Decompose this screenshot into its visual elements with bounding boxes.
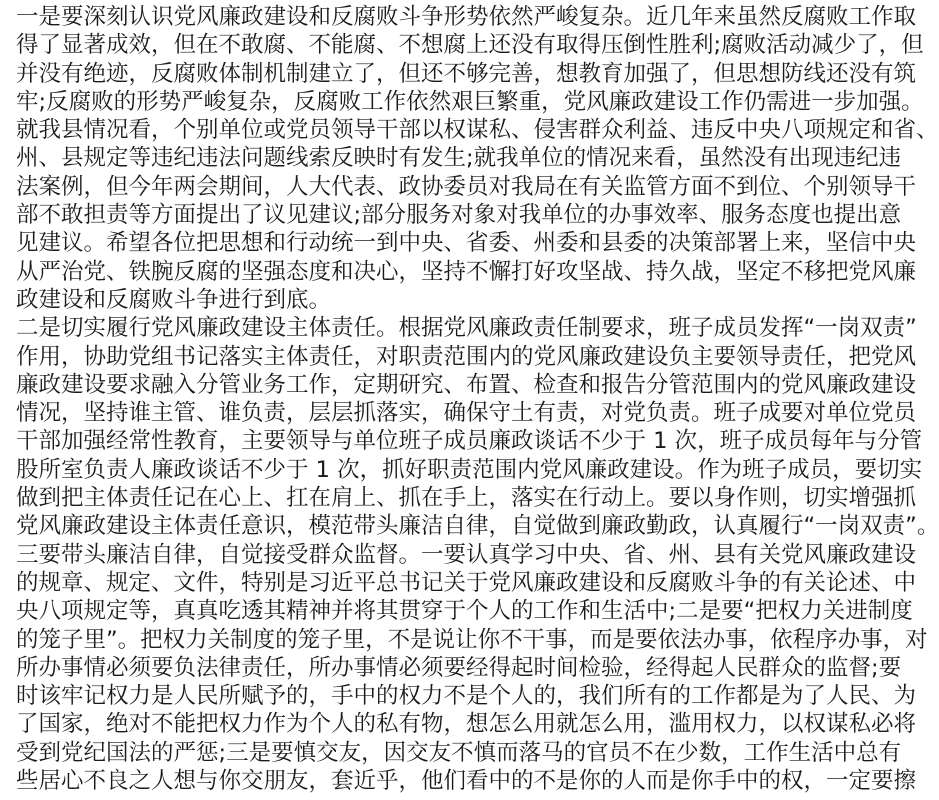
text-line: 干部加强经常性教育，主要领导与单位班子成员廉政谈话不少于 1 次，班子成员每年与分管 [16,428,923,455]
text-line: 廉政建设要求融入分管业务工作，定期研究、布置、检查和报告分管范围内的党风廉政建设 [16,371,917,398]
text-line: 从严治党、铁腕反腐的坚强态度和决心，坚持不懈打好攻坚战、持久战，坚定不移把党风廉 [16,258,917,285]
text-line: 股所室负责人廉政谈话不少于 1 次，抓好职责范围内党风廉政建设。作为班子成员，要切实 [16,456,923,483]
text-line: 受到党纪国法的严惩;三是要慎交友，因交友不慎而落马的官员不在少数，工作生活中总有 [16,739,902,766]
text-line: 州、县规定等违纪违法问题线索反映时有发生;就我单位的情况来看，虽然没有出现违纪违 [16,145,902,172]
text-line: 些居心不良之人想与你交朋友，套近乎，他们看中的不是你的人而是你手中的权，一定要擦 [16,768,917,795]
text-line: 所办事情必须要负法律责任，所办事情必须要经得起时间检验，经得起人民群众的监督;要 [16,654,902,681]
text-line: 三要带头廉洁自律，自觉接受群众监督。一要认真学习中央、省、州、县有关党风廉政建设 [16,541,917,568]
text-line: 做到把主体责任记在心上、扛在肩上、抓在手上，落实在行动上。要以身作则，切实增强抓 [16,485,917,512]
text-line: 的规章、规定、文件，特别是习近平总书记关于党风廉政建设和反腐败斗争的有关论述、中 [16,569,917,596]
text-line: 就我县情况看，个别单位或党员领导干部以权谋私、侵害群众利益、违反中央八项规定和省、 [16,117,939,144]
text-line: 一是要深刻认识党风廉政建设和反腐败斗争形势依然严峻复杂。近几年来虽然反腐败工作取 [16,4,917,30]
text-line: 政建设和反腐败斗争进行到底。 [16,286,332,313]
text-line: 作用，协助党组书记落实主体责任，对职责范围内的党风廉政建设负主要领导责任，把党风 [16,343,917,370]
text-line: 央八项规定等，真真吃透其精神并将其贯穿于个人的工作和生活中;二是要“把权力关进制度 [16,598,913,625]
text-line: 并没有绝迹，反腐败体制机制建立了，但还不够完善，想教育加强了，但思想防线还没有筑 [16,60,917,87]
text-line: 党风廉政建设主体责任意识，模范带头廉洁自律，自觉做到廉政勤政，认真履行“一岗双责”。 [16,513,939,540]
text-line: 的笼子里”。把权力关制度的笼子里，不是说让你不干事，而是要依法办事，依程序办事，对 [16,626,928,653]
text-line: 部不敢担责等方面提出了议见建议;部分服务对象对我单位的办事效率、服务态度也提出意 [16,202,902,229]
text-line: 二是切实履行党风廉政建设主体责任。根据党风廉政责任制要求，班子成员发挥“一岗双责” [16,315,917,342]
document-body [16,3,939,795]
text-line: 了国家，绝对不能把权力作为个人的私有物，想怎么用就怎么用，滥用权力，以权谋私必将 [16,711,917,738]
text-line: 得了显著成效，但在不敢腐、不能腐、不想腐上还没有取得压倒性胜利;腐败活动减少了，但 [16,32,924,59]
text-line: 情况，坚持谁主管、谁负责，层层抓落实，确保守土有责，对党负责。班子成要对单位党员 [16,400,917,427]
text-line: 时该牢记权力是人民所赋予的，手中的权力不是个人的，我们所有的工作都是为了人民、为 [16,683,917,710]
text-line: 法案例，但今年两会期间，人大代表、政协委员对我局在有关监管方面不到位、个别领导干 [16,173,917,200]
text-line: 牢;反腐败的形势严峻复杂，反腐败工作依然艰巨繁重，党风廉政建设工作仍需进一步加强。 [16,88,924,115]
text-line: 见建议。希望各位把思想和行动统一到中央、省委、州委和县委的决策部署上来，坚信中央 [16,230,917,257]
